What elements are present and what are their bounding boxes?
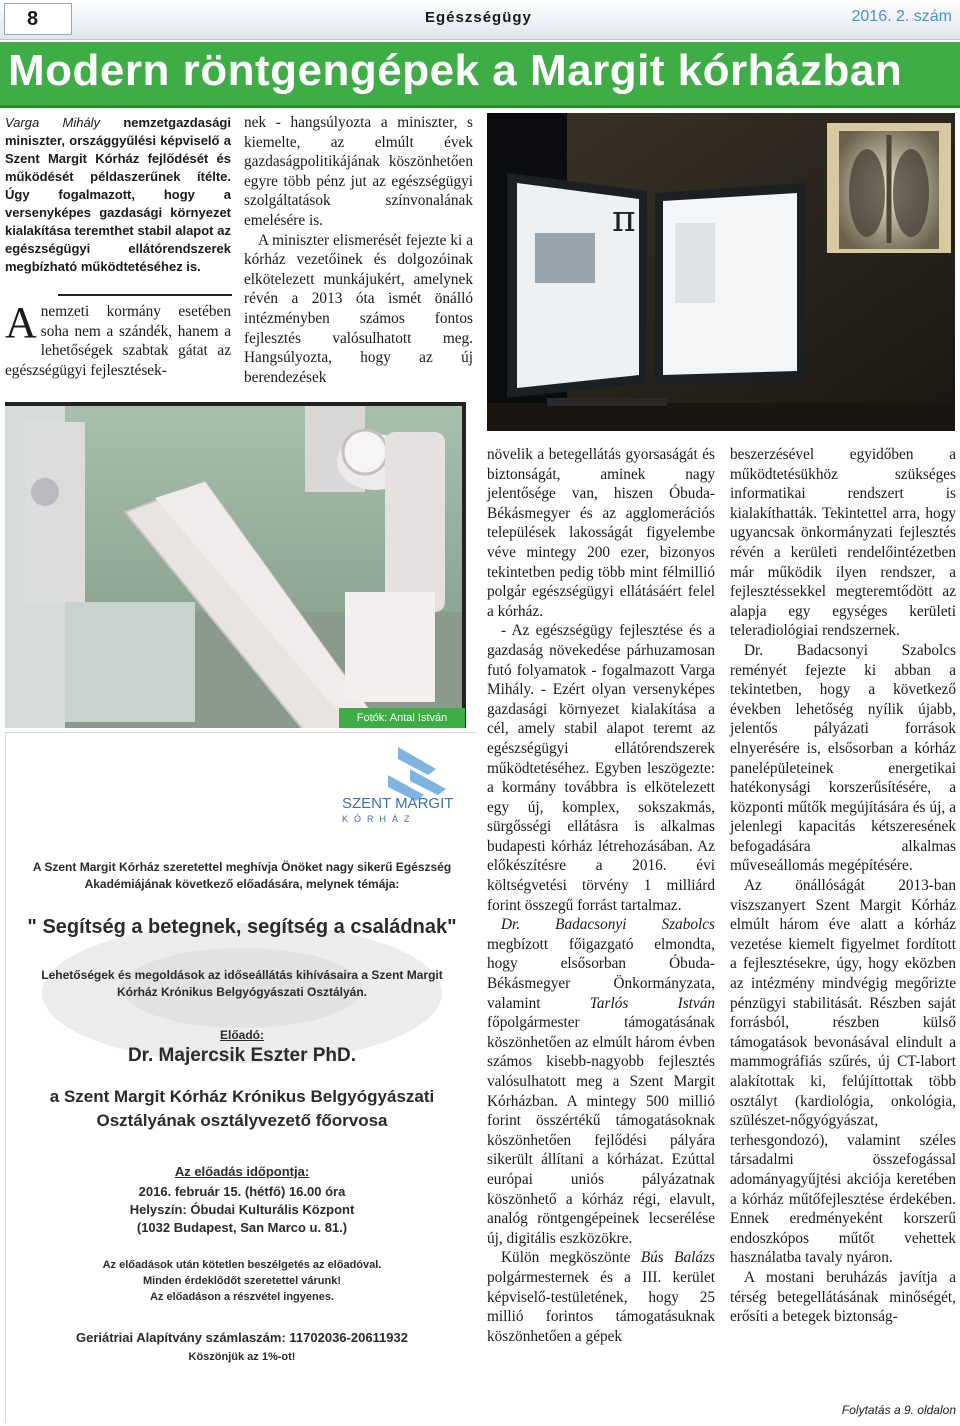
column-2 (244, 113, 473, 387)
svg-text:π: π (612, 199, 636, 240)
event-address: (1032 Budapest, San Marco u. 81.) (136, 1220, 348, 1235)
presenter-name: Dr. Majercsik Eszter PhD. (127, 1045, 357, 1066)
continued-note: Folytatás a 9. oldalon (841, 1403, 956, 1417)
invitation-topic: " Segítség a betegnek, segítség a családnak" (27, 916, 457, 938)
event-time: 2016. február 15. (hétfő) 16.00 óra (138, 1184, 346, 1199)
col2-paragraph-1: nek - hangsúlyozta a miniszter, s kiemelte, az elmúlt évek gazdaságpolitikájának köszönhetően egyre több pénz jut az egészségügyi szolgáltatások színvonalának emelésére is. (244, 114, 473, 229)
column-4 (730, 445, 956, 1327)
col2-paragraph-2: A miniszter elismerését fejezte ki a kórház vezetőinek és dolgozóinak elkötelezett munkájukért, amelynek révén a 2013 óta ismét önálló intézményben számos fontos fejlesztés valósulhatott meg. Hangsúlyozta, hogy az új berendezések (244, 231, 473, 386)
col4-paragraph-1: beszerzésével egyidőben a működtetésükhöz szükséges informatikai rendszert is kialakíthatták. Tekintettel arra, hogy ugyancsak önkormányzati fejlesztés révén a kerületi rendelőintézetben már működik ilyen rendszer, a fejlesztéssekkel megteremtődött az alapja egy egységes kerületi teleradiológiai rendszernek. (730, 446, 956, 640)
section-name: Egészségügy (425, 9, 532, 26)
col3-text-b: főpolgármester támogatásának köszönhetően az elmúlt három évben számos kisebb-nagyobb fejlesztés valósulhatott meg a Szent Margit Kórházban. A mintegy 500 millió forint összértékű támogatásoknak köszönhetően fejlődési pályára sikerült állítani a kórházat. Ezúttal európai uniós pályázatnak köszönhető a kórház régi, elavult, analóg röntgengépeinek lecserélése új, digitális eszközökre. (487, 1014, 715, 1247)
col3-p4-b: polgármesternek és a III. kerület képviselő-testületének, hogy 25 millió forintos támogatásuknak köszönhetően a gépek (487, 1268, 715, 1345)
col3-p4-a: Külön megköszönte (501, 1249, 641, 1267)
logo-name: SZENT MARGIT (342, 795, 454, 812)
article-lead (5, 114, 231, 276)
xray-room-photo (5, 402, 466, 728)
note-1: Az előadások után kötetlen beszélgetés az előadóval. (102, 1259, 382, 1271)
invitation-subtopic: Lehetőségek és megoldások az időseállátás kihívásaira a Szent Margit Kórház Krónikus Belgyógyászati Osztályán. (41, 968, 443, 999)
col4-paragraph-3: Az önállóságát 2013-ban viszszanyert Szent Margit Kórház elmúlt három éve alatt a kórház vezetése kiemelt figyelmet fordított a fejlesztésekre, úgy, hogy eközben az intézmény mindvégig megőrizte pénzügyi stabilitását. Részben saját forrásból, részben külső támogatások bevonásával elindult a mammográfiás szűrés, új CT-labort alakítottak ki, felújíttottak több osztályt (kardiológia, onkológia, szülészet-nőgyógyászat, terhesgondozó), valamint széles társadalmi összefogással adományagyűjtési akciója keretében a kórház műtőfejlesztése érdekében. Ennek eredményeként korszerű endoszkópos műtőt vehettek használatba tavaly nyáron. (730, 877, 956, 1267)
logo-sub: KÓRHÁZ (342, 814, 416, 824)
col4-paragraph-4: A mostani beruházás javítja a térség betegellátásának minőségét, erősíti a betegek biztonság- (730, 1268, 956, 1326)
hospital-logo (342, 795, 462, 824)
drop-cap: A (5, 298, 37, 347)
col3-paragraph-2: - Az egészségügy fejlesztése és a gazdaság növekedése párhuzamosan futó folyamatok - fogalmazott Varga Mihály. - Ezért olyan versenyképes gazdasági környezet kialakítása a cél, amely stabil alapot teremt az egészségügyi ellátórendszerek működtetéséhez. Egyben leszögezte: a kormány továbbra is elkötelezett egy új, komplex, sokszakmás, sürgősségi ellátásra is alkalmas budapesti kórház létrehozásában. Az előkészítésre a 2016. évi költségvetési törvény 1 milliárd forint összegű forrást tartalmaz. (487, 622, 715, 914)
thanks-line: Köszönjük az 1%-ot! (188, 1351, 296, 1363)
page-header (0, 0, 960, 40)
note-2: Minden érdeklődőt szeretettel várunk! (142, 1275, 342, 1287)
col3-paragraph-3 (487, 915, 715, 1248)
column-1 (5, 298, 231, 380)
lead-divider (58, 294, 232, 296)
col3-name-2: Tarlós István (589, 994, 715, 1012)
col3-paragraph-4 (487, 1248, 715, 1346)
col1-text: nemzeti kormány esetében soha nem a szándék, hanem a lehetőségek szabtak gátat az egészségügyi fejlesztések- (5, 303, 231, 379)
col3-p4-name: Bús Balázs (640, 1249, 715, 1267)
title-band (0, 42, 960, 108)
note-3: Az előadáson a részvétel ingyenes. (149, 1291, 335, 1303)
event-venue: Helyszín: Óbudai Kulturális Központ (129, 1202, 355, 1217)
invitation-intro: A Szent Margit Kórház szeretettel meghívja Önöket nagy sikerű Egészség Akadémiájának következő előadására, melynek témája: (32, 860, 452, 891)
presenter-label: Előadó: (220, 1028, 264, 1042)
time-label: Az előadás időpontja: (174, 1164, 310, 1179)
col4-paragraph-2: Dr. Badacsonyi Szabolcs reményét fejezte ki abban a tekintetben, hogy a következő években lehetőség nyílik újabb, jelentős pályázati források elnyerésére is, elsősorban a kórház panelépületeinek energetikai hatékonysági korszerűsítésére, a központi műtők megújítására és új, a jelenlegi kapacitás kétszeresének befogadására alkalmas műveseállomás megépítésére. (730, 641, 956, 875)
lead-author: Varga Mihály (5, 115, 101, 130)
col3-text-a: megbízott főigazgató elmondta, hogy elsősorban Óbuda-Békásmegyer Önkormányzata, valamint (487, 935, 715, 1012)
page-number: 8 (4, 3, 72, 35)
photo-credit: Fotók: Antal István (339, 708, 465, 728)
col3-paragraph-1: növelik a betegellátás gyorsaságát és biztonságát, aminek nagy jelentősége van, hiszen Óbuda-Békásmegyer és az agglomerációs települések lakosságát figyelembe véve mintegy 200 ezer, bizonyos tekintetben pedig több mint félmillió polgár egészségügyi ellátásáért felel a kórház. (487, 446, 715, 620)
column-3 (487, 445, 715, 1346)
invitation-flyer (5, 732, 477, 1422)
issue-label: 2016. 2. szám (851, 8, 952, 25)
lead-text: nemzetgazdasági miniszter, országgyűlési képviselő a Szent Margit Kórház fejlődését és működését példaszerűnek ítélte. Úgy fogalmazott, hogy a versenyképes gazdasági környezet kialakítása teremthet stabil alapot az egészségügyi ellátórendszerek megbízható működtetéséhez is. (5, 115, 231, 274)
presenter-role: a Szent Margit Kórház Krónikus Belgyógyászati Osztályának osztályvezető főorvosa (49, 1087, 435, 1130)
col3-name-1: Dr. Badacsonyi Szabolcs (501, 916, 715, 934)
article-title: Modern röntgengépek a Margit kórházban (8, 46, 903, 95)
account-number: Geriátriai Alapítvány számlaszám: 11702036-20611932 (76, 1330, 408, 1345)
monitors-photo (487, 113, 955, 431)
